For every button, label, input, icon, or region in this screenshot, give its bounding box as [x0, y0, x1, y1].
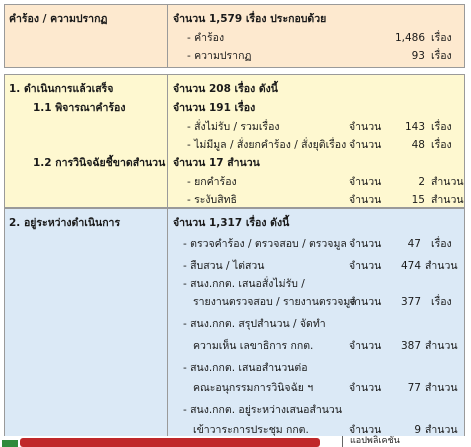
subcommittee-row-line1: - สนง.กกต. เสนอสำนวนต่อ	[183, 362, 308, 374]
dismiss-row-num: 48	[411, 139, 425, 151]
summary-row-unit: สำนวน	[425, 340, 458, 352]
reject-row-num: 143	[404, 121, 425, 133]
meeting-row-line1: - สนง.กกต. อยู่ระหว่างเสนอสำนวน	[183, 404, 343, 416]
in-progress-label: 2. อยู่ระหว่างดำเนินการ	[9, 217, 121, 229]
dismiss-row-label: - ไม่มีมูล / สั่งยกคำร้อง / สั่งยุติเรื่อง	[187, 139, 347, 151]
consider-complaints-total: จำนวน 191 เรื่อง	[173, 102, 256, 114]
completed-label: 1. ดำเนินการแล้วเสร็จ	[9, 83, 114, 95]
subcommittee-row-unit: สำนวน	[425, 382, 458, 394]
divider	[342, 436, 343, 447]
suspended-row-label: - ระงับสิทธิ	[187, 194, 237, 206]
report-row-line2: รายงานตรวจสอบ / รายงานตรวจมูล	[193, 296, 357, 308]
report-row-unit: เรื่อง	[431, 296, 452, 308]
reject-row-word: จำนวน	[349, 121, 382, 133]
complaint-row-unit: เรื่อง	[431, 32, 452, 44]
summary-row-line1: - สนง.กกต. สรุปสำนวน / จัดทำ	[183, 318, 326, 330]
dismissed-row-num: 2	[418, 176, 425, 188]
complaint-row-num: 1,486	[394, 32, 425, 44]
check-row-num: 47	[407, 238, 421, 250]
completed-total: จำนวน 208 เรื่อง ดังนี้	[173, 83, 278, 95]
investigate-row-label: - สืบสวน / ไต่สวน	[183, 260, 265, 272]
dismiss-row-unit: เรื่อง	[431, 139, 452, 151]
suspended-row-unit: สำนวน	[431, 194, 464, 206]
dismissed-row-word: จำนวน	[349, 176, 382, 188]
complaint-row-label: - คำร้อง	[187, 32, 225, 44]
check-row-word: จำนวน	[349, 238, 382, 250]
adjudication-label: 1.2 การวินิจฉัยชี้ขาดสำนวน	[33, 157, 166, 169]
subcommittee-row-word: จำนวน	[349, 382, 382, 394]
meeting-row-unit: สำนวน	[425, 424, 458, 436]
reject-row-label: - สั่งไม่รับ / รวมเรื่อง	[187, 121, 280, 133]
report-row-num: 377	[400, 296, 421, 308]
dismissed-row-unit: สำนวน	[431, 176, 464, 188]
green-logo-fragment	[2, 440, 18, 447]
suspended-row-num: 15	[411, 194, 425, 206]
adjudication-total: จำนวน 17 สำนวน	[173, 157, 260, 169]
subcommittee-row-num: 77	[407, 382, 421, 394]
appearance-row-label: - ความปรากฏ	[187, 50, 252, 62]
red-banner-fragment	[20, 438, 320, 447]
dismissed-row-label: - ยกคำร้อง	[187, 176, 237, 188]
appearance-row-unit: เรื่อง	[431, 50, 452, 62]
subcommittee-row-line2: คณะอนุกรรมการวินิจฉัย ฯ	[193, 382, 314, 394]
check-row-unit: เรื่อง	[431, 238, 452, 250]
summary-row-num: 387	[400, 340, 421, 352]
meeting-row-word: จำนวน	[349, 424, 382, 436]
app-caption: แอปพลิเคชัน	[350, 436, 400, 446]
suspended-row-word: จำนวน	[349, 194, 382, 206]
meeting-row-line2: เข้าวาระการประชุม กกต.	[193, 424, 309, 436]
check-row-label: - ตรวจคำร้อง / ตรวจสอบ / ตรวจมูล	[183, 238, 347, 250]
report-row-word: จำนวน	[349, 296, 382, 308]
meeting-row-num: 9	[414, 424, 421, 436]
complaints-total: จำนวน 1,579 เรื่อง ประกอบด้วย	[173, 13, 327, 25]
completed-section	[4, 74, 465, 208]
dismiss-row-word: จำนวน	[349, 139, 382, 151]
investigate-row-num: 474	[400, 260, 421, 272]
appearance-row-num: 93	[411, 50, 425, 62]
consider-complaints-label: 1.1 พิจารณาคำร้อง	[33, 102, 126, 114]
investigate-row-word: จำนวน	[349, 260, 382, 272]
summary-row-word: จำนวน	[349, 340, 382, 352]
reject-row-unit: เรื่อง	[431, 121, 452, 133]
complaints-label: คำร้อง / ความปรากฏ	[9, 13, 108, 25]
complaints-section	[4, 4, 465, 68]
in-progress-section	[4, 208, 465, 446]
investigate-row-unit: สำนวน	[425, 260, 458, 272]
in-progress-total: จำนวน 1,317 เรื่อง ดังนี้	[173, 217, 290, 229]
summary-row-line2: ความเห็น เลขาธิการ กกต.	[193, 340, 314, 352]
report-row-line1: - สนง.กกต. เสนอสั่งไม่รับ /	[183, 278, 305, 290]
